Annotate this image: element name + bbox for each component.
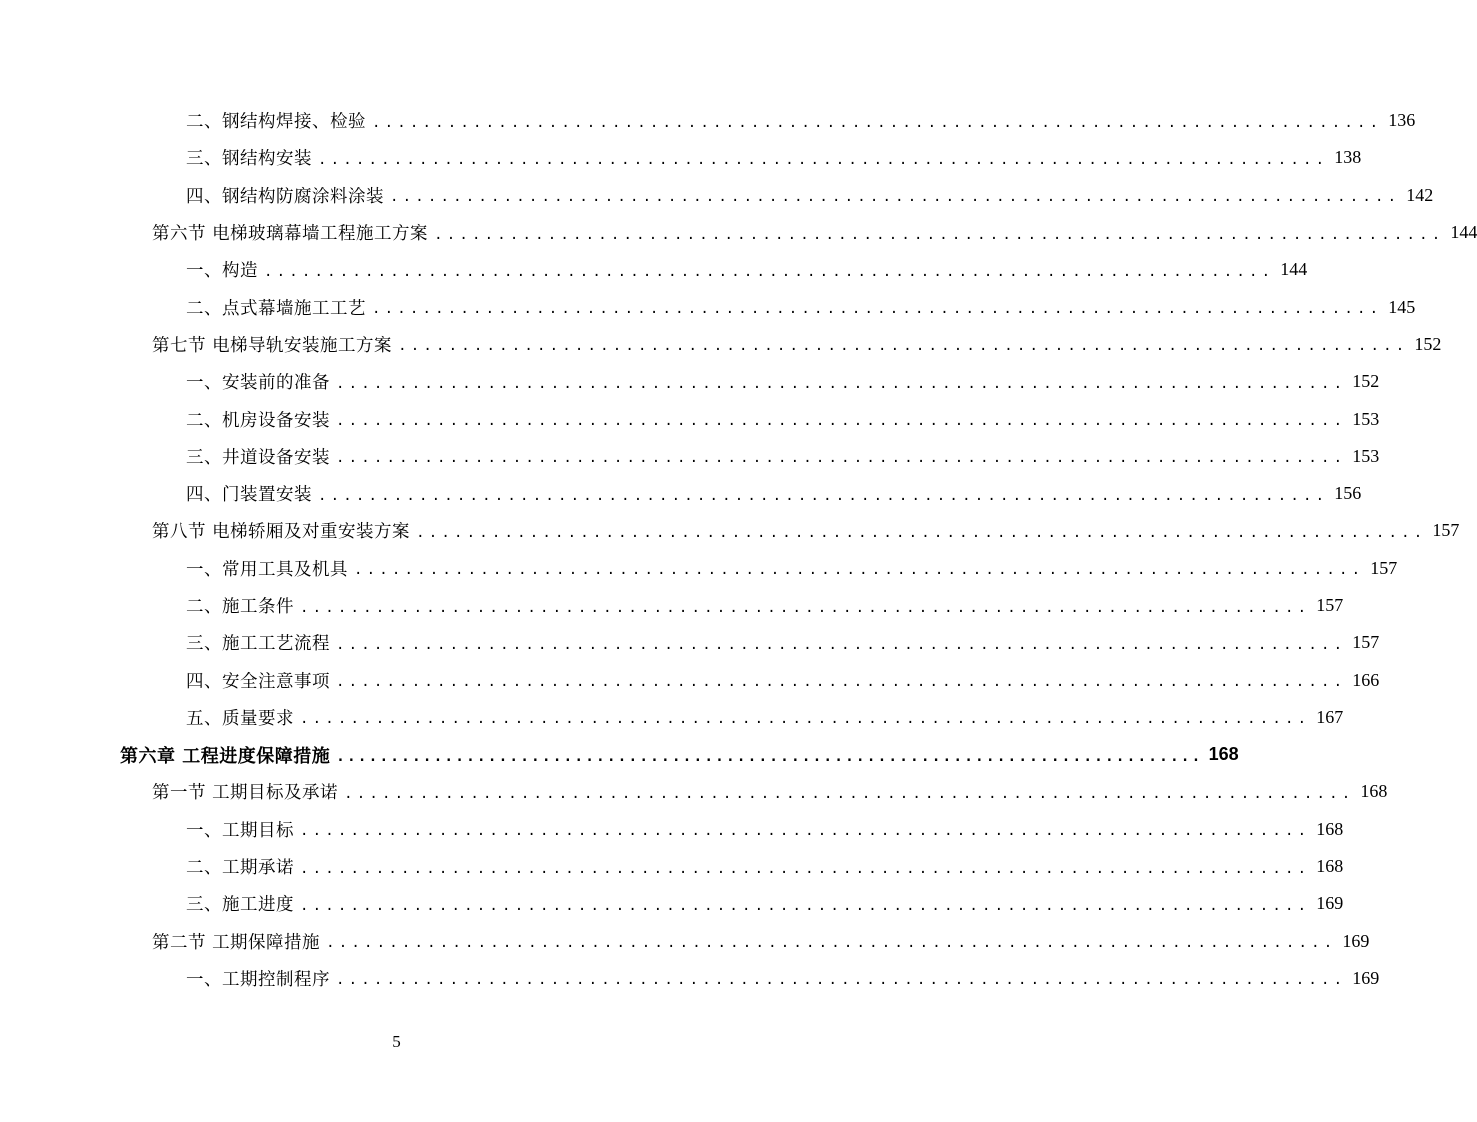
toc-entry-title: 五、质量要求 xyxy=(186,708,294,729)
dot-leader: ................................................................................ xyxy=(300,897,1311,914)
dot-leader: ................................................................................ xyxy=(336,748,1203,765)
toc-subsection-entry[interactable] xyxy=(0,363,1380,400)
toc-section-entry[interactable] xyxy=(0,214,1477,251)
toc-entry-page: 168 xyxy=(1208,744,1239,765)
toc-entry-title: 第二节 工期保障措施 xyxy=(152,932,321,953)
table-of-contents xyxy=(0,102,1477,997)
toc-entry-page: 168 xyxy=(1316,818,1344,839)
toc-subsection-entry[interactable] xyxy=(0,102,1416,139)
toc-entry-title: 一、工期目标 xyxy=(186,820,294,841)
toc-entry-title: 第七节 电梯导轨安装施工方案 xyxy=(152,335,393,356)
page-number: 5 xyxy=(392,1032,401,1051)
toc-entry-title: 第六章 工程进度保障措施 xyxy=(120,745,331,767)
toc-entry-title: 三、井道设备安装 xyxy=(186,447,330,468)
toc-entry-page: 168 xyxy=(1360,781,1388,802)
dot-leader: ................................................................................ xyxy=(354,562,1365,579)
toc-entry-title: 第一节 工期目标及承诺 xyxy=(152,783,339,804)
dot-leader: ................................................................................ xyxy=(336,674,1347,691)
toc-entry-title: 二、钢结构焊接、检验 xyxy=(186,112,366,133)
toc-subsection-entry[interactable] xyxy=(0,475,1362,512)
toc-entry-page: 152 xyxy=(1352,371,1380,392)
toc-subsection-entry[interactable] xyxy=(0,885,1344,922)
toc-entry-page: 157 xyxy=(1352,632,1380,653)
toc-subsection-entry[interactable] xyxy=(0,400,1380,437)
dot-leader: ................................................................................ xyxy=(300,599,1311,616)
dot-leader: ................................................................................ xyxy=(416,524,1427,541)
toc-entry-title: 一、安装前的准备 xyxy=(186,373,330,394)
toc-entry-title: 二、机房设备安装 xyxy=(186,410,330,431)
toc-entry-title: 二、工期承诺 xyxy=(186,858,294,879)
toc-subsection-entry[interactable] xyxy=(0,251,1308,288)
toc-entry-title: 一、工期控制程序 xyxy=(186,969,330,990)
toc-entry-title: 四、钢结构防腐涂料涂装 xyxy=(186,186,384,207)
toc-chapter-entry[interactable] xyxy=(0,736,1239,773)
dot-leader: ................................................................................ xyxy=(434,226,1445,243)
toc-subsection-entry[interactable] xyxy=(0,550,1398,587)
toc-section-entry[interactable] xyxy=(0,512,1460,549)
toc-entry-page: 144 xyxy=(1280,259,1308,280)
dot-leader: ................................................................................ xyxy=(264,263,1275,280)
toc-subsection-entry[interactable] xyxy=(0,811,1344,848)
toc-entry-page: 136 xyxy=(1388,110,1416,131)
dot-leader: ................................................................................ xyxy=(300,860,1311,877)
toc-entry-page: 157 xyxy=(1370,557,1398,578)
toc-entry-page: 157 xyxy=(1432,520,1460,541)
toc-entry-page: 169 xyxy=(1316,893,1344,914)
toc-entry-title: 一、构造 xyxy=(186,261,258,282)
toc-subsection-entry[interactable] xyxy=(0,438,1380,475)
toc-entry-title: 四、安全注意事项 xyxy=(186,671,330,692)
dot-leader: ................................................................................ xyxy=(372,114,1383,131)
toc-section-entry[interactable] xyxy=(0,773,1388,810)
dot-leader: ................................................................................ xyxy=(336,972,1347,989)
toc-entry-title: 三、施工进度 xyxy=(186,895,294,916)
toc-subsection-entry[interactable] xyxy=(0,699,1344,736)
toc-subsection-entry[interactable] xyxy=(0,960,1380,997)
dot-leader: ................................................................................ xyxy=(300,823,1311,840)
toc-entry-page: 157 xyxy=(1316,595,1344,615)
toc-subsection-entry[interactable] xyxy=(0,288,1416,325)
toc-entry-page: 144 xyxy=(1450,222,1477,243)
toc-entry-page: 153 xyxy=(1352,408,1380,429)
toc-entry-page: 168 xyxy=(1316,856,1344,877)
toc-section-entry[interactable] xyxy=(0,326,1442,363)
toc-entry-title: 第六节 电梯玻璃幕墙工程施工方案 xyxy=(152,224,429,245)
toc-entry-page: 153 xyxy=(1352,445,1380,466)
dot-leader: ................................................................................ xyxy=(326,935,1337,952)
toc-entry-page: 169 xyxy=(1352,967,1380,988)
toc-entry-title: 第八节 电梯轿厢及对重安装方案 xyxy=(152,522,411,543)
dot-leader: ................................................................................ xyxy=(336,413,1347,430)
toc-entry-page: 145 xyxy=(1388,296,1416,317)
toc-entry-page: 169 xyxy=(1342,930,1370,951)
toc-entry-title: 二、点式幕墙施工工艺 xyxy=(186,298,366,319)
toc-entry-title: 四、门装置安装 xyxy=(186,485,312,506)
dot-leader: ................................................................................ xyxy=(344,785,1355,802)
dot-leader: ................................................................................ xyxy=(390,189,1401,206)
toc-entry-page: 166 xyxy=(1352,669,1380,690)
dot-leader: ................................................................................ xyxy=(318,151,1329,168)
dot-leader: ................................................................................ xyxy=(336,450,1347,467)
dot-leader: ................................................................................ xyxy=(300,711,1311,728)
toc-entry-page: 138 xyxy=(1334,147,1362,168)
dot-leader: ................................................................................ xyxy=(372,301,1383,318)
toc-subsection-entry[interactable] xyxy=(0,177,1434,214)
dot-leader: ................................................................................ xyxy=(336,636,1347,653)
toc-entry-title: 三、施工工艺流程 xyxy=(186,634,330,655)
toc-entry-page: 152 xyxy=(1414,333,1442,354)
toc-entry-title: 三、钢结构安装 xyxy=(186,149,312,170)
toc-section-entry[interactable] xyxy=(0,923,1370,960)
toc-entry-page: 167 xyxy=(1316,706,1344,727)
toc-entry-page: 156 xyxy=(1334,483,1362,504)
toc-entry-page: 142 xyxy=(1406,184,1434,205)
toc-subsection-entry[interactable] xyxy=(0,587,1344,624)
toc-subsection-entry[interactable] xyxy=(0,139,1362,176)
dot-leader: ................................................................................ xyxy=(398,338,1409,355)
dot-leader: ................................................................................ xyxy=(318,487,1329,504)
dot-leader: ................................................................................ xyxy=(336,375,1347,392)
toc-subsection-entry[interactable] xyxy=(0,848,1344,885)
toc-subsection-entry[interactable] xyxy=(0,661,1380,698)
toc-entry-title: 一、常用工具及机具 xyxy=(186,559,348,580)
toc-entry-title: 二、施工条件 xyxy=(186,597,294,617)
toc-subsection-entry[interactable] xyxy=(0,624,1380,661)
